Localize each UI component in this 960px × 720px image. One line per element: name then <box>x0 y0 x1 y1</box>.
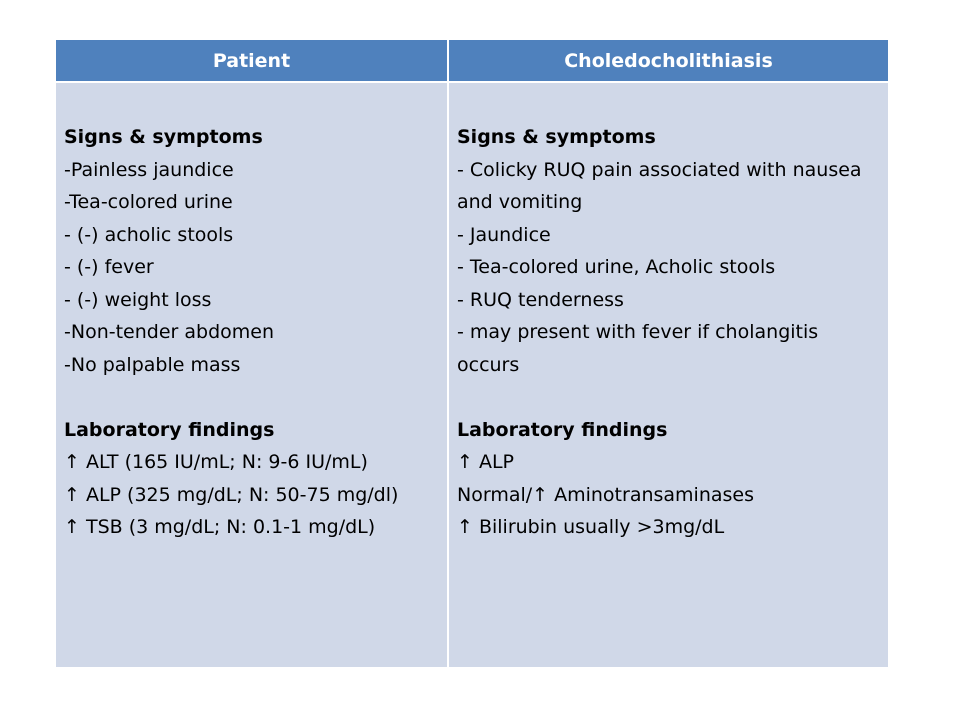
patient-lab-item: ↑ ALP (325 mg/dL; N: 50-75 mg/dl) <box>64 483 399 506</box>
patient-sign-item: -Painless jaundice <box>64 158 234 181</box>
chole-sign-item: - Tea-colored urine, Acholic stools <box>457 256 776 278</box>
comparison-table <box>56 40 888 667</box>
patient-signs-heading: Signs & symptoms <box>64 126 263 148</box>
chole-lab-heading: Laboratory findings <box>457 418 668 441</box>
patient-lab-item: ↑ ALT (165 IU/mL; N: 9-6 IU/mL) <box>64 451 368 473</box>
content-row <box>56 82 888 667</box>
patient-lab-heading: Laboratory findings <box>64 418 275 441</box>
spacer <box>64 381 439 414</box>
chole-lab-item: Normal/↑ Aminotransaminases <box>457 483 755 506</box>
patient-sign-item: -Non-tender abdomen <box>64 321 275 343</box>
patient-sign-item: - (-) fever <box>64 256 154 278</box>
header-choledocholithiasis: Choledocholithiasis <box>448 40 888 82</box>
choledocholithiasis-cell <box>448 82 888 667</box>
chole-sign-item: - RUQ tenderness <box>457 288 624 311</box>
patient-lab-item: ↑ TSB (3 mg/dL; N: 0.1-1 mg/dL) <box>64 516 376 538</box>
chole-sign-item: - may present with fever if cholangitis occurs <box>457 321 819 376</box>
patient-sign-item: - (-) weight loss <box>64 288 212 311</box>
patient-sign-item: -No palpable mass <box>64 353 241 376</box>
patient-sign-item: -Tea-colored urine <box>64 191 233 213</box>
patient-sign-item: - (-) acholic stools <box>64 223 234 246</box>
spacer <box>457 381 880 414</box>
chole-lab-item: ↑ Bilirubin usually >3mg/dL <box>457 516 725 538</box>
chole-sign-item: - Jaundice <box>457 223 551 246</box>
patient-cell <box>56 82 448 667</box>
header-row <box>56 40 888 82</box>
chole-signs-heading: Signs & symptoms <box>457 126 656 148</box>
header-patient: Patient <box>56 40 448 82</box>
chole-sign-item: - Colicky RUQ pain associated with nausea and vomiting <box>457 158 862 213</box>
chole-lab-item: ↑ ALP <box>457 451 514 473</box>
